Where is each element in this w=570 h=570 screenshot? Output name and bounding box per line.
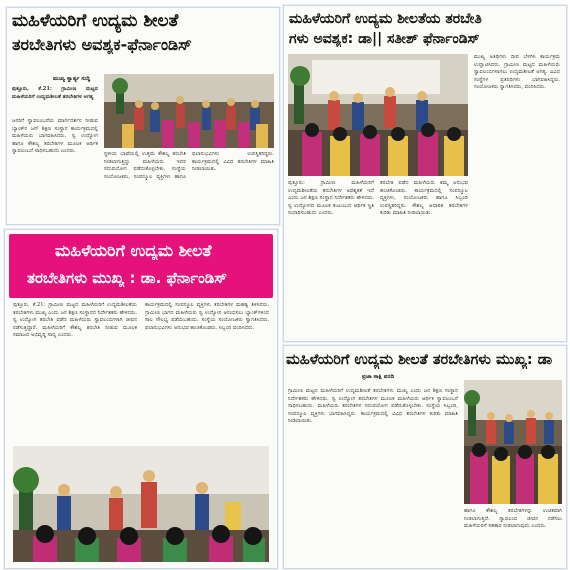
clip2-body-col3: ಮುಖ್ಯ ಅತಿಥಿಗಳು ದೀಪ ಬೆಳಗಿಸಿ ಕಾರ್ಯಕ್ರಮ ಉದ್ಘಾಟಿಸಿದರು. ಗ್ರಾಮೀಣ ಮಟ್ಟದ ಮಹಿಳೆಯರು ಸ್ವಾವಲಂಬಿಗಳಾಗಲು ಉದ್ಯಮಶೀಲತೆ ಅಗತ್ಯ. ವಿವಿಧ ಸಂಸ್ಥೆಗಳ ಪ್ರತಿನಿಧಿಗಳು ಭಾಗವಹಿಸಿದ್ದರು. ಸಂಯೋಜಕರು ಸ್ವಾಗತಿಸಿದರು, ವಂದಿಸಿದರು. — [474, 54, 560, 91]
clip3-headline-line2: ತರಬೇತಿಗಳು ಮುಖ್ಯ : ಡಾ. ಫೆರ್ನಾಂಡಿಸ್ — [27, 270, 228, 287]
news-clipping-4 — [283, 345, 567, 569]
clip2-body-col2: ತರಬೇತಿ ಪಡೆದ ಮಹಿಳೆಯರು ತಮ್ಮ ಅನುಭವ ಹಂಚಿಕೊಂಡರು. ಕಾರ್ಯಕ್ರಮದಲ್ಲಿ ಸಂಪನ್ಮೂಲ ವ್ಯಕ್ತಿಗಳು, ಸಂಯೋಜಕರು ಹಾಗೂ ಸಿಬ್ಬಂದಿ ಉಪಸ್ಥಿತರಿದ್ದರು. ಕೌಶಲ್ಯ ಆಧಾರಿತ ತರಬೇತಿಗಳ ಕುರಿತು ಮಾಹಿತಿ ನೀಡಲಾಯಿತು. — [380, 180, 468, 217]
clip2-headline-line1: ಮಹಿಳೆಯರಿಗೆ ಉದ್ಯಮ ಶೀಲತೆಯ ತರಬೇತಿ — [289, 11, 482, 27]
clip1-event-photo — [104, 74, 274, 148]
clip3-body-col2: ಕಾರ್ಯಕ್ರಮದಲ್ಲಿ ಸಂಪನ್ಮೂಲ ವ್ಯಕ್ತಿಗಳು ತರಬೇತಿಗಳ ಮಹತ್ವ ತಿಳಿಸಿದರು. ಗ್ರಾಮೀಣ ಭಾಗದ ಮಹಿಳೆಯರು ಸ್ವ ಉದ್ಯೋಗ ಆರಂಭಿಸಲು ಬ್ಯಾಂಕ್‌ಗಳಿಂದ ಸಾಲ ಸೌಲಭ್ಯ ಪಡೆಯಬಹುದು. ಸಂಸ್ಥೆಯ ಸಂಯೋಜಕರು ಸ್ವಾಗತಿಸಿದರು. ಫಲಾನುಭವಿಗಳು ಅನುಭವ ಹಂಚಿಕೊಂಡರು. ಸಿಬ್ಬಂದಿ ವಂದಿಸಿದರು. — [145, 302, 269, 331]
clip1-headline-line1: ಮಹಿಳೆಯರಿಗೆ ಉದ್ಯಮ ಶೀಲತೆ — [12, 12, 179, 31]
clip3-headline-banner — [9, 234, 273, 298]
clip4-byline: ಪ್ರಜಾ ಸಾಕ್ಷಿ ವರದಿ — [362, 374, 395, 380]
clip4-photo-scene — [464, 380, 562, 504]
clip3-photo-scene — [13, 446, 269, 562]
clip2-event-photo — [288, 54, 468, 176]
clip3-event-photo — [13, 446, 269, 562]
clip4-event-photo — [464, 380, 562, 504]
clip1-byline: ಮುಖ್ಯ ಸ್ವಾರ್ತ್ಯ ಸುದ್ದಿ — [53, 76, 91, 82]
clip1-headline — [12, 12, 274, 54]
clip1-photo-scene — [104, 74, 274, 148]
clip2-body-col1: ಪುತ್ತೂರು: ಗ್ರಾಮೀಣ ಮಹಿಳೆಯರಿಗೆ ಉದ್ಯಮಶೀಲತೆಯ ತರಬೇತಿಗಳ ಅವಶ್ಯಕತೆ ಇದೆ ಎಂದು ಜನ ಶಿಕ್ಷಣ ಸಂಸ್ಥಾನ ನಿರ್ದೇಶಕರು ಹೇಳಿದರು. ಸ್ವ ಉದ್ಯೋಗದ ಮೂಲಕ ಕುಟುಂಬದ ಆರ್ಥಿಕ ಸ್ಥಿತಿ ಸುಧಾರಿಸಬಹುದು ಎಂದರು. — [288, 180, 374, 217]
clip3-headline-line1: ಮಹಿಳೆಯರಿಗೆ ಉದ್ಯಮ ಶೀಲತೆ — [55, 242, 212, 260]
clip2-headline-line2: ಗಳು ಅವಶ್ಯಕ: ಡಾ|| ಸತೀಶ್ ಫೆರ್ನಾಂಡಿಸ್ — [289, 31, 480, 48]
clip4-body-col1: ಗ್ರಾಮೀಣ ಮಟ್ಟದ ಮಹಿಳೆಯರಿಗೆ ಉದ್ಯಮಶೀಲತೆ ತರಬೇತಿಗಳು ಮುಖ್ಯ ಎಂದು ಜನ ಶಿಕ್ಷಣ ಸಂಸ್ಥಾನ ನಿರ್ದೇಶಕರು ಹೇಳಿದರು. ಸ್ವ ಉದ್ಯೋಗ ತರಬೇತಿಗಳ ಮೂಲಕ ಮಹಿಳೆಯರು ಆರ್ಥಿಕ ಸ್ವಾವಲಂಬನೆ ಸಾಧಿಸಬಹುದು. ಮಹಿಳೆಯರು ತರಬೇತಿಗಳ ಸದುಪಯೋಗ ಪಡೆದುಕೊಳ್ಳಬೇಕು. ಸಂಸ್ಥೆಯ ಸಿಬ್ಬಂದಿ, ಸಂಪನ್ಮೂಲ ವ್ಯಕ್ತಿಗಳು ಭಾಗವಹಿಸಿದ್ದರು. ಕಾರ್ಯಕ್ರಮದಲ್ಲಿ ವಿವಿಧ ತರಬೇತಿಗಳ ಕುರಿತು ಮಾಹಿತಿ ನೀಡಲಾಯಿತು. — [288, 388, 458, 425]
news-clipping-3 — [4, 229, 278, 569]
news-clipping-2 — [283, 5, 567, 342]
clip1-body-col2: ಸ್ಥಳೀಯ ಭಾಷೆಯಲ್ಲಿ ಉತ್ತಮ ಕೌಶಲ್ಯ ತರಬೇತಿ ನೀಡಲಾಗುತ್ತಿದ್ದು ಮಹಿಳೆಯರು ಇದರ ಸದುಪಯೋಗ ಪಡೆದುಕೊಳ್ಳಬೇಕು. ಸಂಸ್ಥೆಯ ಸಂಯೋಜಕರು, ಸಂಪನ್ಮೂಲ ವ್ಯಕ್ತಿಗಳು ಹಾಗೂ ಫಲಾನುಭವಿಗಳು ಉಪಸ್ಥಿತರಿದ್ದರು. ಕಾರ್ಯಕ್ರಮದಲ್ಲಿ ವಿವಿಧ ತರಬೇತಿಗಳ ಮಾಹಿತಿ ನೀಡಲಾಯಿತು. — [104, 151, 274, 180]
clip2-photo-scene — [288, 54, 468, 176]
clip1-dateline: ಪುತ್ತೂರು, ಕೆ.21: ಗ್ರಾಮೀಣ ಮಟ್ಟದ ಮಹಿಳೆಯರಿಗೆ ಉದ್ಯಮಶೀಲತೆ ತರಬೇತಿಗಳ ಅಗತ್ಯ — [12, 86, 98, 100]
clip4-headline: ಮಹಿಳೆಯರಿಗೆ ಉದ್ಯಮ ಶೀಲತೆ ತರಬೇತಿಗಳು ಮುಖ್ಯ: ಡಾ — [286, 352, 553, 368]
clip4-body-col2: ಹಾಗೂ ಕೌಶಲ್ಯ ತರಬೇತಿಗಳನ್ನು ಉಚಿತವಾಗಿ ನೀಡಲಾಗುತ್ತಿದೆ. ಸ್ವಾವಲಂಬಿ ಜೀವನ ನಡೆಸಲು ಮಹಿಳೆಯರಿಗೆ ಸಹಕಾರ ನೀಡಲಾಗುವುದು ಎಂದರು. — [464, 508, 562, 530]
clip1-headline-line2: ತರಬೇತಿಗಳು ಅವಶ್ಯಕ-ಫೆರ್ನಾಂಡಿಸ್ — [12, 34, 192, 54]
clip2-headline — [289, 11, 563, 47]
clip3-body-col1: ಪುತ್ತೂರು, ಕೆ.21: ಗ್ರಾಮೀಣ ಮಟ್ಟದ ಮಹಿಳೆಯರಿಗೆ ಉದ್ಯಮಶೀಲತೆಯ ತರಬೇತಿಗಳು ಮುಖ್ಯ ಎಂದು ಜನ ಶಿಕ್ಷಣ ಸಂಸ್ಥಾನದ ನಿರ್ದೇಶಕರು ಹೇಳಿದರು. ಸ್ವ ಉದ್ಯೋಗ ತರಬೇತಿ ಪಡೆದ ಮಹಿಳೆಯರು ಸ್ವಾವಲಂಬಿಗಳಾಗಿ ಜೀವನ ನಡೆಸುತ್ತಿದ್ದಾರೆ. ಮಹಿಳೆಯರಿಗೆ ಕೌಶಲ್ಯ ತರಬೇತಿ ನೀಡುವ ಮೂಲಕ ಸಮಾಜದ ಅಭಿವೃದ್ಧಿ ಸಾಧ್ಯ ಎಂದರು. — [13, 302, 137, 339]
clip1-body-col1: ಜನರಿಗೆ ಸ್ವಾವಲಂಬನೆಯ ಮಾರ್ಗದರ್ಶನ ನೀಡುವ ಬ್ಯಾಂಕ್‌ನ ಜನ್ ಶಿಕ್ಷಣ ಸಂಸ್ಥಾನ ಕಾರ್ಯಕ್ರಮದಲ್ಲಿ ಮಹಿಳೆಯರು ಭಾಗವಹಿಸಿದರು. ಸ್ವ ಉದ್ಯೋಗ ಹಾಗೂ ಕೌಶಲ್ಯ ತರಬೇತಿಗಳ ಮೂಲಕ ಆರ್ಥಿಕ ಸ್ವಾವಲಂಬನೆ ಸಾಧಿಸಬಹುದು ಎಂದರು. — [12, 118, 98, 155]
news-clipping-1 — [6, 7, 280, 225]
